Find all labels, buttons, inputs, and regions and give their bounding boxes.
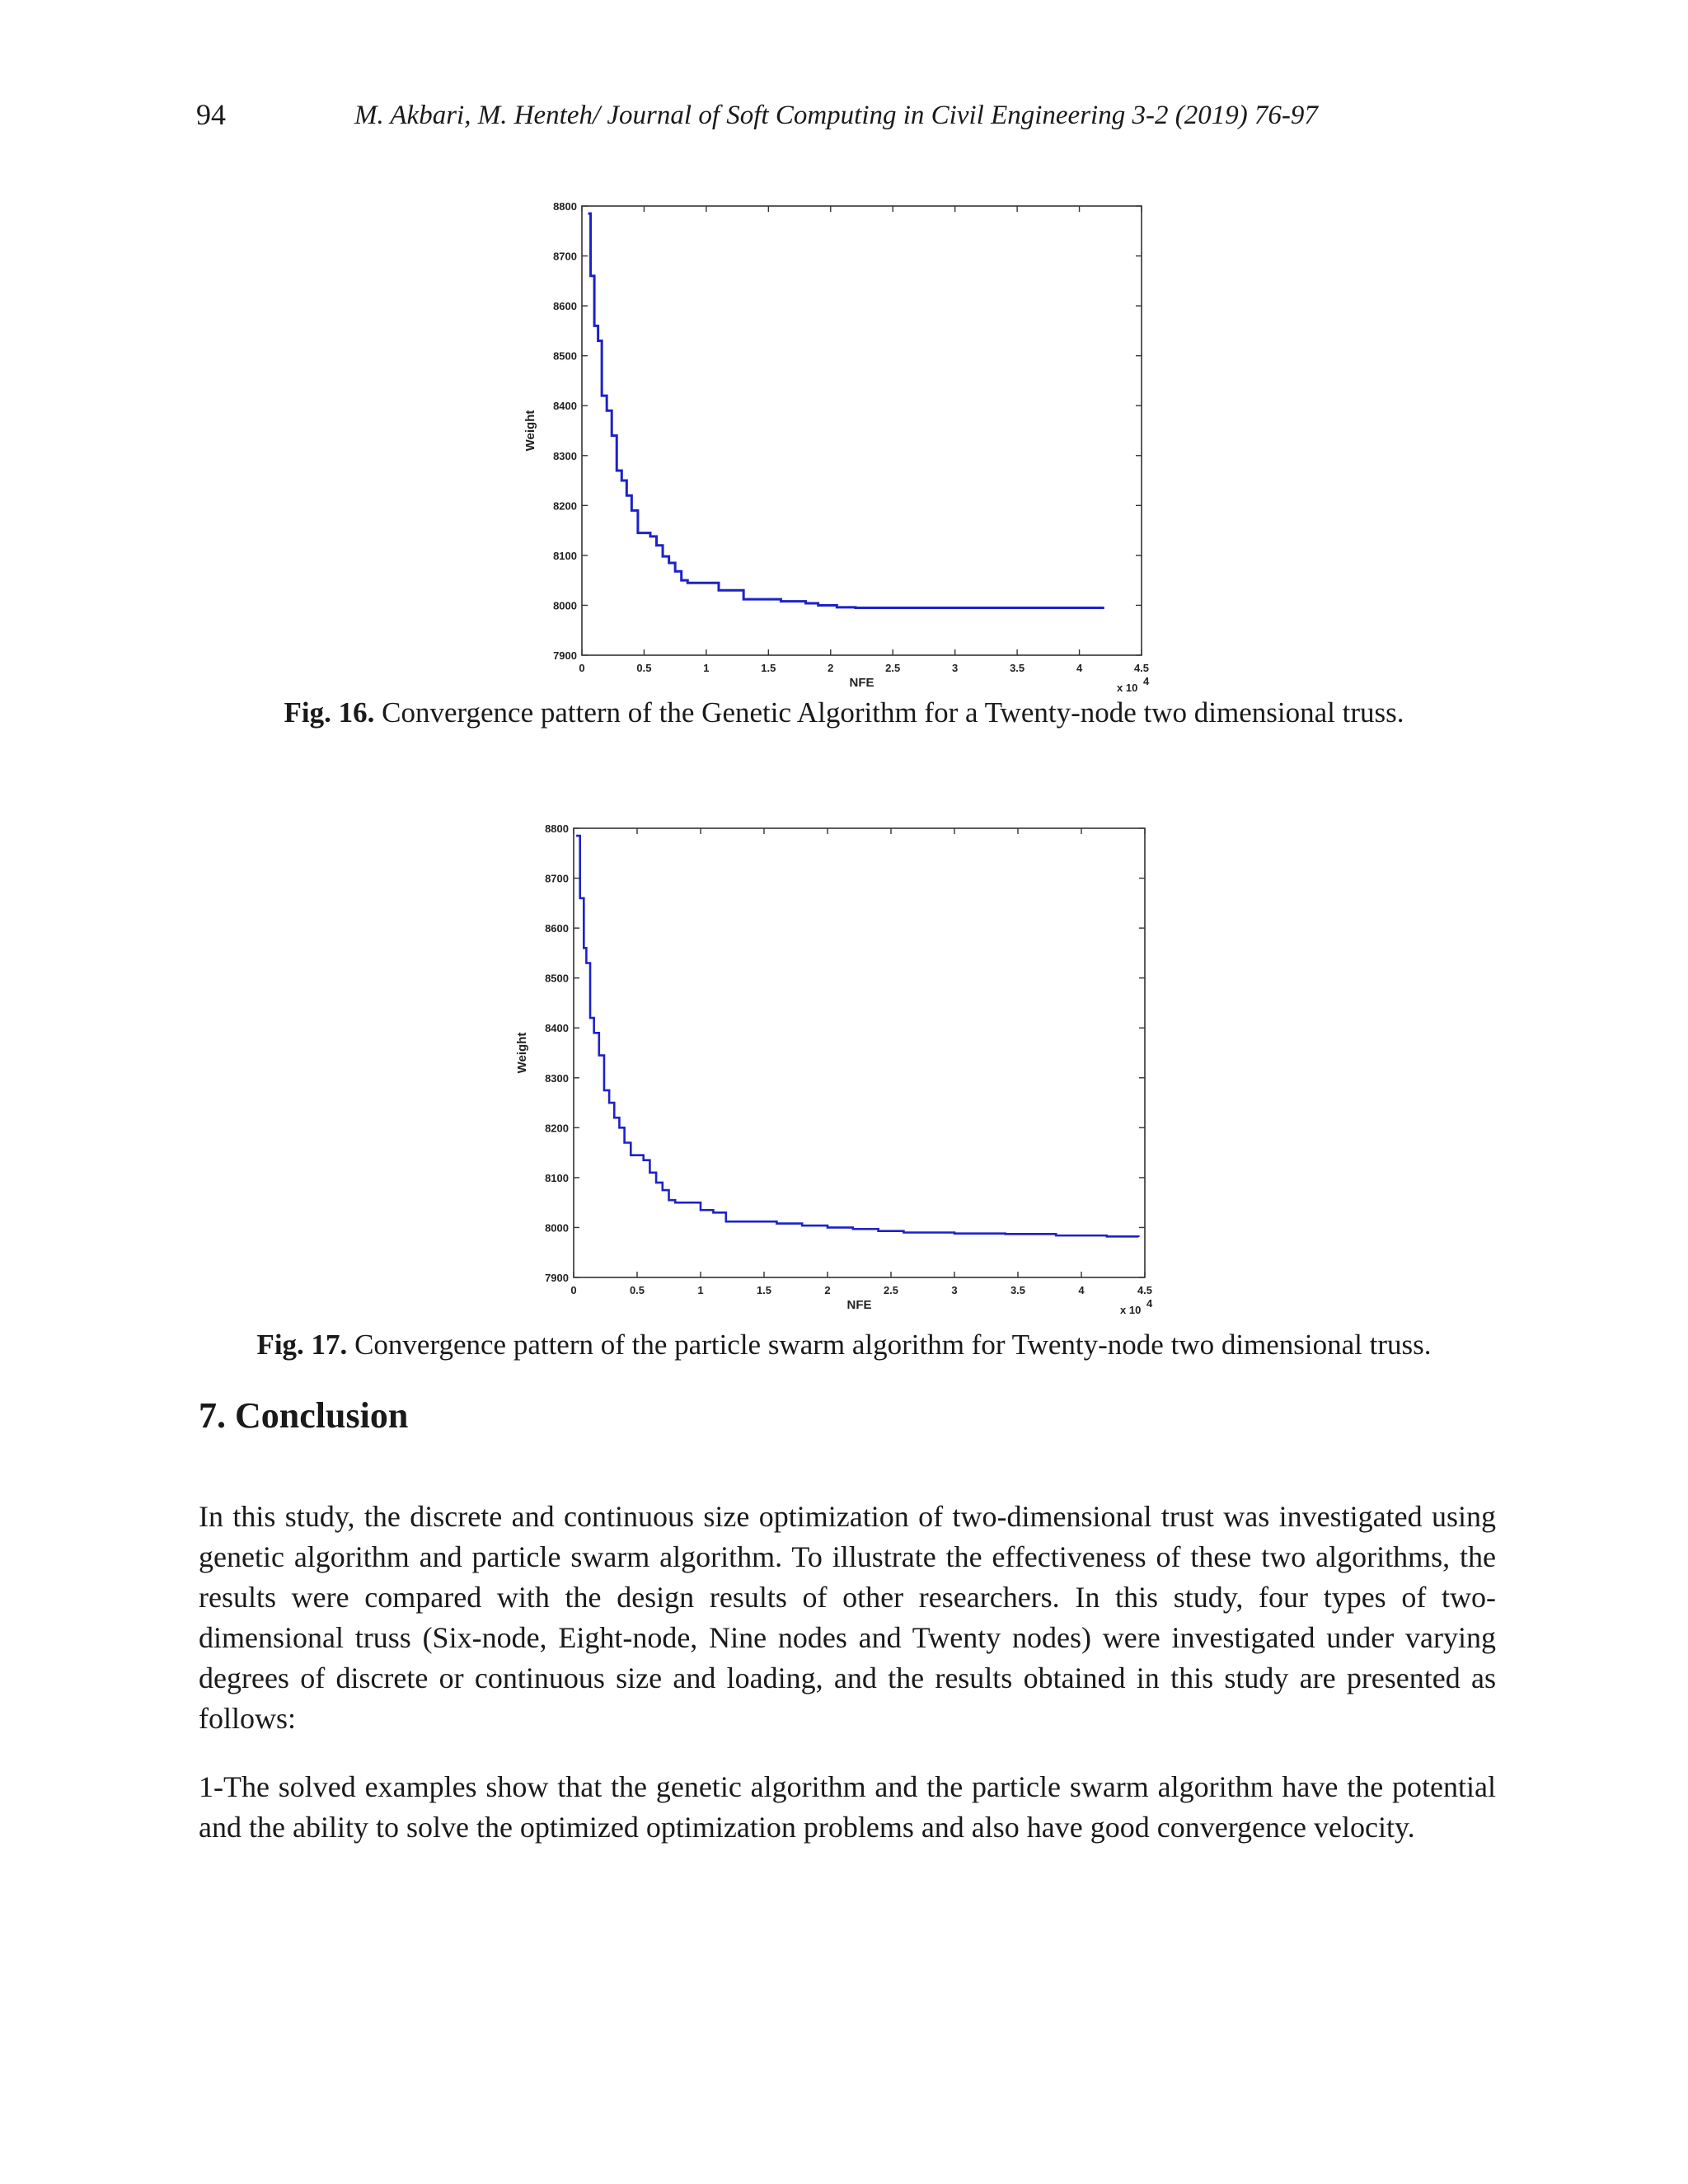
y-tick-label: 8200 [545,1122,569,1135]
x-tick-label: 1.5 [756,1284,772,1296]
y-tick-label: 8100 [553,549,577,562]
x-tick-label: 0.5 [629,1284,645,1296]
plot-frame [574,828,1145,1277]
x-tick-label: 0 [579,662,585,674]
page-number: 94 [196,98,226,131]
x-tick-label: 3.5 [1010,1284,1026,1296]
figure-16-caption-label: Fig. 16. [284,696,375,729]
x-tick-label: 4.5 [1137,1284,1153,1296]
x-axis-multiplier-exponent: 4 [1143,675,1150,687]
y-tick-label: 7900 [553,649,577,662]
x-tick-label: 1.5 [761,662,776,674]
y-tick-label: 8600 [545,922,569,935]
x-axis-multiplier-exponent: 4 [1146,1297,1153,1310]
x-tick-label: 3 [951,1284,958,1296]
x-tick-label: 4 [1076,662,1083,674]
y-tick-label: 8300 [545,1071,569,1085]
y-tick-label: 8400 [553,400,577,413]
x-axis-label: NFE [846,1298,872,1312]
figure-17-chart [504,820,1164,1319]
conclusion-paragraph-2: 1-The solved examples show that the genetic algorithm and the particle swarm algorithm have the potential and the ability to solve the optimized optimization problems and also have good convergence velocity. [199,1770,1496,1844]
figure-17-caption [0,1329,1688,1361]
section-heading: 7. Conclusion [199,1395,409,1436]
x-tick-label: 2 [824,1284,831,1296]
figure-17-caption-text: Convergence pattern of the particle swarm algorithm for Twenty-node two dimensional truss. [347,1329,1432,1361]
figure-16-chart [511,198,1162,696]
y-tick-label: 8800 [553,200,577,213]
y-tick-label: 8000 [553,599,577,612]
x-tick-label: 0.5 [636,662,652,674]
x-tick-label: 4.5 [1133,662,1150,674]
y-axis-label: Weight [523,410,537,452]
plot-frame [582,206,1142,655]
figure-16-caption [0,696,1688,729]
y-tick-label: 8100 [545,1171,569,1184]
y-axis-label: Weight [515,1032,529,1074]
y-tick-label: 8300 [553,449,577,462]
y-tick-label: 8500 [545,972,569,985]
y-tick-label: 8000 [545,1221,569,1235]
x-axis-label: NFE [849,676,874,690]
y-tick-label: 8700 [553,250,577,263]
x-axis-multiplier: x 10 [1117,682,1138,694]
x-axis-multiplier: x 10 [1120,1304,1142,1316]
y-tick-label: 8700 [545,872,569,885]
x-tick-label: 4 [1078,1284,1085,1296]
running-head: M. Akbari, M. Henteh/ Journal of Soft Computing in Civil Engineering 3-2 (2019) 76-97 [354,101,1318,130]
x-tick-label: 2.5 [885,662,901,674]
y-tick-label: 8200 [553,499,577,513]
y-tick-label: 8800 [545,823,569,835]
y-tick-label: 8500 [553,349,577,363]
y-tick-label: 7900 [545,1272,569,1284]
x-tick-label: 2.5 [883,1284,899,1296]
x-tick-label: 2 [828,662,834,674]
figure-17-caption-label: Fig. 17. [256,1329,348,1361]
x-tick-label: 1 [703,662,710,674]
y-tick-label: 8600 [553,300,577,313]
conclusion-paragraph-1: In this study, the discrete and continuous size optimization of two-dimensional trust was investigated using genetic algorithm and particle swarm algorithm. To illustrate the effectiveness of these two algorithms, the results were compared with the design results of other researchers. In this study, four types of two-dimensional truss (Six-node, Eight-node, Nine nodes and Twenty nodes) were investigated under varying degrees of discrete or continuous size and loading, and the results obtained in this study are presented as follows: [199,1500,1496,1735]
figure-16-caption-text: Convergence pattern of the Genetic Algorithm for a Twenty-node two dimensional truss. [374,696,1404,729]
x-tick-label: 0 [570,1284,577,1296]
y-tick-label: 8400 [545,1022,569,1035]
x-tick-label: 1 [697,1284,704,1296]
page-header [196,97,1498,138]
x-tick-label: 3 [952,662,959,674]
x-tick-label: 3.5 [1010,662,1025,674]
